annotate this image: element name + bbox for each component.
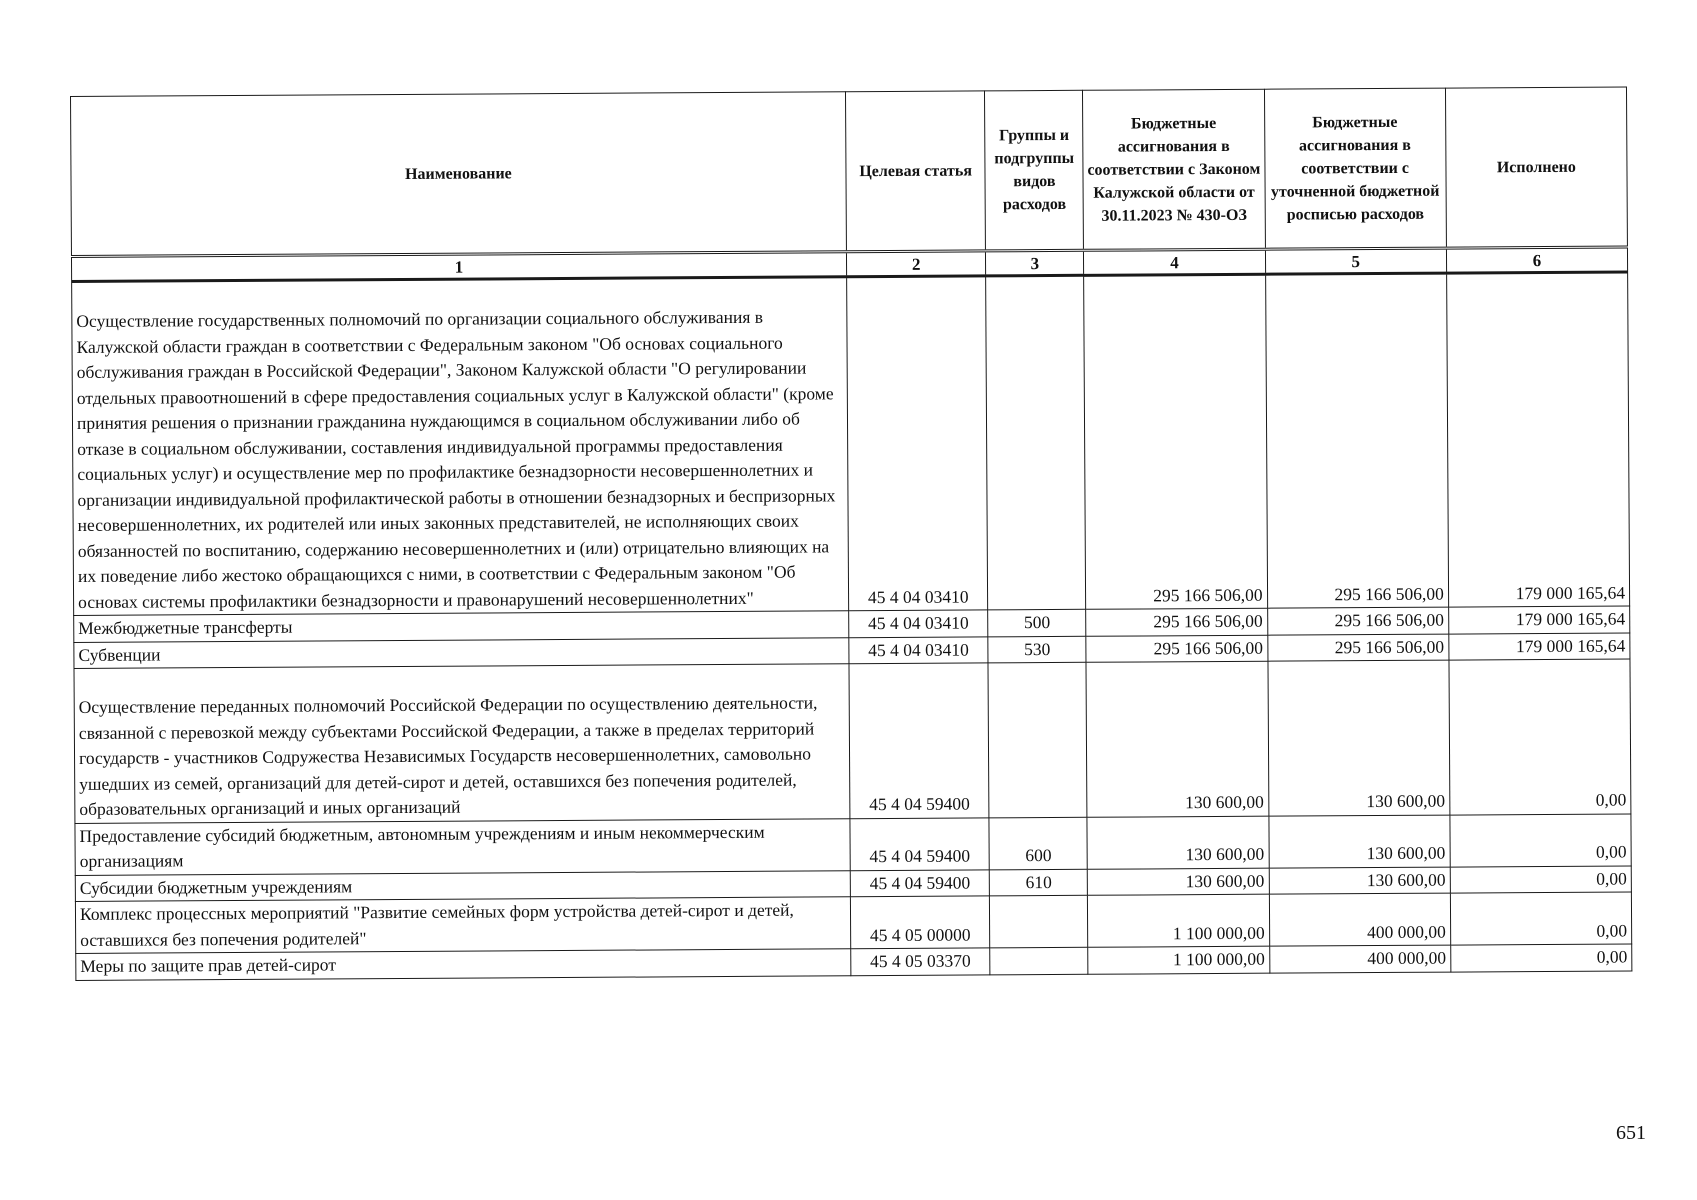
row-expense-group: 500	[988, 609, 1086, 636]
column-number: 2	[846, 251, 986, 277]
column-number: 6	[1446, 247, 1627, 273]
row-target-code: 45 4 04 03410	[849, 636, 989, 663]
row-expense-group	[988, 662, 1087, 817]
row-target-code: 45 4 04 03410	[846, 276, 988, 611]
row-name: Субвенции	[74, 637, 849, 668]
row-target-code: 45 4 05 03370	[851, 948, 991, 975]
header-expense-groups: Группы и подгруппы видов расходов	[985, 90, 1084, 251]
row-refined-amount: 130 600,00	[1268, 815, 1450, 868]
header-law-allocations: Бюджетные ассигнования в соответствии с Законом Калужской области от 30.11.2023 № 430-ОЗ	[1083, 89, 1265, 250]
row-law-amount: 295 166 506,00	[1084, 274, 1267, 609]
table-row	[75, 813, 1631, 875]
row-target-code: 45 4 04 59400	[849, 663, 989, 818]
row-law-amount: 130 600,00	[1088, 868, 1269, 896]
row-expense-group	[990, 895, 1088, 948]
row-law-amount: 130 600,00	[1087, 816, 1269, 869]
row-name: Субсидии бюджетным учреждениям	[75, 870, 850, 901]
row-executed-amount: 179 000 165,64	[1448, 606, 1629, 634]
header-refined-allocations: Бюджетные ассигнования в соответствии с уточненной бюджетной росписью расходов	[1264, 88, 1446, 249]
row-refined-amount: 130 600,00	[1268, 660, 1450, 816]
row-law-amount: 295 166 506,00	[1086, 608, 1267, 636]
row-expense-group	[986, 275, 1086, 610]
header-target-article: Целевая статья	[845, 91, 986, 252]
row-refined-amount: 295 166 506,00	[1267, 607, 1448, 635]
row-law-amount: 130 600,00	[1086, 661, 1268, 817]
page-number: 651	[1616, 1122, 1646, 1144]
row-target-code: 45 4 04 59400	[850, 817, 990, 870]
row-expense-group: 530	[988, 636, 1086, 663]
row-refined-amount: 295 166 506,00	[1267, 634, 1448, 662]
row-target-code: 45 4 04 59400	[850, 869, 990, 896]
row-executed-amount: 0,00	[1450, 865, 1631, 893]
row-executed-amount: 0,00	[1450, 892, 1632, 945]
row-law-amount: 1 100 000,00	[1088, 946, 1269, 974]
row-name: Комплекс процессных мероприятий "Развитие семейных форм устройства детей-сирот и детей, оставшихся без попечения родителей"	[75, 897, 850, 954]
row-name: Осуществление государственных полномочий по организации социального обслуживания в Калужской области граждан в соответствии с Федеральным законом "Об основах социального обслуживания граждан в Российской Федерации", Законом Калужской области "О регулировании отдельных правоотношений в сфере предоставления социальных услуг в Калужской области" (кроме принятия решения о признании гражданина нуждающимся в социальном обслуживании либо об отказе в социальном обслуживании, составления индивидуальной программы предоставления социальных услуг) и осуществление мер по профилактике безнадзорности несовершеннолетних и организации индивидуальной профилактической работы в отношении безнадзорных и беспризорных несовершеннолетних, их родителей или иных законных представителей, не исполняющих своих обязанностей по воспитанию, содержанию несовершеннолетних и (или) отрицательно влияющих на их поведение либо жестоко обращающихся с ними, в соответствии с Федеральным законом "Об основах системы профилактики безнадзорности и правонарушений несовершеннолетних"	[72, 277, 849, 616]
row-name: Меры по защите прав детей-сирот	[76, 949, 851, 980]
table-row	[75, 892, 1631, 954]
row-law-amount: 295 166 506,00	[1086, 635, 1267, 663]
row-name: Осуществление переданных полномочий Российской Федерации по осуществлению деятельности, связанной с перевозкой между субъектами Российской Федерации, а также в пределах территорий государств - участников Содружества Независимых Государств несовершеннолетних, самовольно ушедших из семей, организаций для детей-сирот и детей, оставшихся без попечения родителей, образовательных организаций и иных организаций	[74, 664, 850, 823]
row-executed-amount: 0,00	[1449, 659, 1631, 815]
header-row	[71, 87, 1628, 257]
column-number: 3	[986, 250, 1084, 276]
row-target-code: 45 4 05 00000	[850, 896, 990, 949]
budget-table	[70, 86, 1632, 980]
row-refined-amount: 295 166 506,00	[1265, 273, 1448, 608]
row-executed-amount: 0,00	[1450, 813, 1632, 866]
row-executed-amount: 179 000 165,64	[1449, 632, 1630, 660]
column-number: 5	[1265, 248, 1446, 274]
column-number: 1	[71, 252, 846, 282]
table-row	[72, 272, 1630, 615]
table-row	[74, 659, 1631, 823]
budget-sheet	[70, 86, 1632, 980]
row-expense-group	[990, 947, 1088, 974]
row-executed-amount: 179 000 165,64	[1446, 272, 1629, 607]
column-number: 4	[1084, 249, 1265, 275]
row-refined-amount: 400 000,00	[1269, 893, 1451, 946]
header-name: Наименование	[71, 92, 847, 257]
header-executed: Исполнено	[1445, 87, 1627, 248]
row-expense-group: 610	[990, 869, 1088, 896]
row-target-code: 45 4 04 03410	[849, 610, 989, 637]
row-name: Предоставление субсидий бюджетным, автономным учреждениям и иным некоммерческим организациям	[75, 818, 850, 875]
row-name: Межбюджетные трансферты	[74, 611, 849, 642]
row-refined-amount: 400 000,00	[1269, 945, 1450, 973]
row-expense-group: 600	[989, 817, 1087, 870]
row-refined-amount: 130 600,00	[1269, 867, 1450, 895]
row-law-amount: 1 100 000,00	[1088, 894, 1270, 947]
row-executed-amount: 0,00	[1450, 944, 1631, 972]
